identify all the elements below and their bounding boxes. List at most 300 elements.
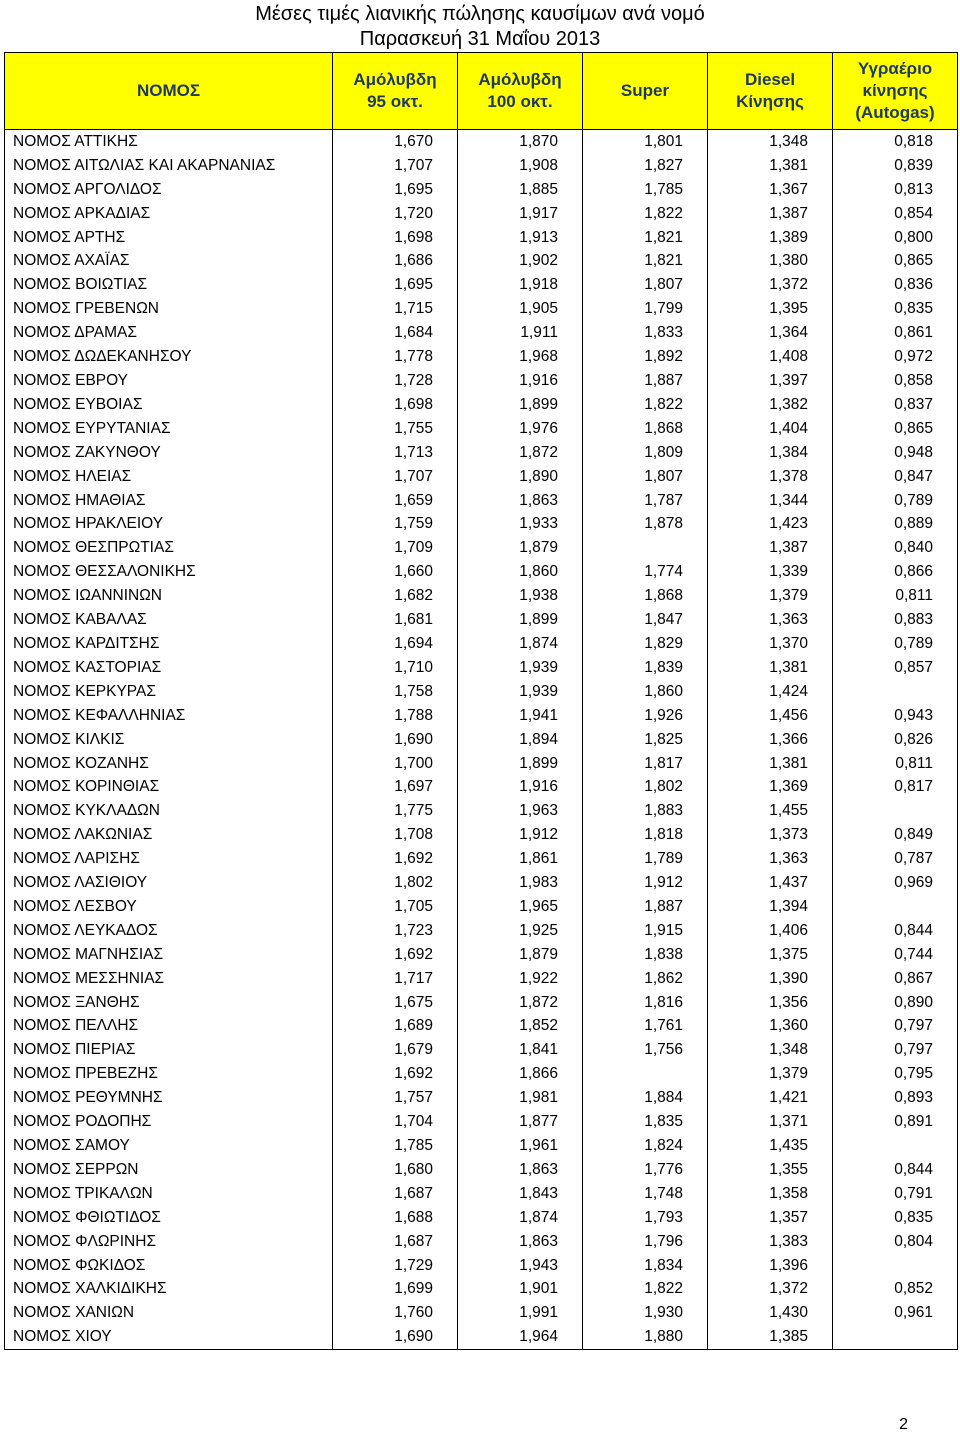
unleaded95-cell: 1,710 bbox=[333, 656, 458, 680]
diesel-cell: 1,355 bbox=[708, 1158, 833, 1182]
autogas-cell: 0,972 bbox=[833, 345, 958, 369]
diesel-cell: 1,396 bbox=[708, 1254, 833, 1278]
table-row bbox=[5, 823, 958, 847]
table-row bbox=[5, 1254, 958, 1278]
table-row bbox=[5, 1158, 958, 1182]
prefecture-cell: ΝΟΜΟΣ ΒΟΙΩΤΙΑΣ bbox=[5, 273, 333, 297]
diesel-cell: 1,363 bbox=[708, 847, 833, 871]
diesel-cell: 1,348 bbox=[708, 130, 833, 154]
diesel-cell: 1,378 bbox=[708, 465, 833, 489]
fuel-price-table bbox=[4, 52, 958, 1350]
unleaded100-cell: 1,976 bbox=[458, 417, 583, 441]
header-line: (Autogas) bbox=[855, 103, 935, 122]
diesel-cell: 1,394 bbox=[708, 895, 833, 919]
autogas-cell bbox=[833, 680, 958, 704]
unleaded100-cell: 1,964 bbox=[458, 1325, 583, 1349]
table-row bbox=[5, 178, 958, 202]
unleaded100-cell: 1,916 bbox=[458, 369, 583, 393]
diesel-cell: 1,397 bbox=[708, 369, 833, 393]
autogas-cell bbox=[833, 1134, 958, 1158]
diesel-cell: 1,424 bbox=[708, 680, 833, 704]
diesel-cell: 1,435 bbox=[708, 1134, 833, 1158]
prefecture-cell: ΝΟΜΟΣ ΠΙΕΡΙΑΣ bbox=[5, 1038, 333, 1062]
table-row bbox=[5, 513, 958, 537]
diesel-cell: 1,437 bbox=[708, 871, 833, 895]
unleaded100-cell: 1,912 bbox=[458, 823, 583, 847]
diesel-cell: 1,348 bbox=[708, 1038, 833, 1062]
header-unleaded-95 bbox=[333, 53, 458, 130]
table-row bbox=[5, 321, 958, 345]
super-cell: 1,887 bbox=[583, 895, 708, 919]
super-cell: 1,793 bbox=[583, 1206, 708, 1230]
table-row bbox=[5, 369, 958, 393]
table-row bbox=[5, 943, 958, 967]
diesel-cell: 1,375 bbox=[708, 943, 833, 967]
unleaded95-cell: 1,698 bbox=[333, 393, 458, 417]
super-cell: 1,860 bbox=[583, 680, 708, 704]
unleaded95-cell: 1,695 bbox=[333, 178, 458, 202]
unleaded95-cell: 1,659 bbox=[333, 489, 458, 513]
prefecture-cell: ΝΟΜΟΣ ΚΕΡΚΥΡΑΣ bbox=[5, 680, 333, 704]
super-cell: 1,774 bbox=[583, 560, 708, 584]
super-cell: 1,847 bbox=[583, 608, 708, 632]
unleaded100-cell: 1,874 bbox=[458, 632, 583, 656]
prefecture-cell: ΝΟΜΟΣ ΚΑΒΑΛΑΣ bbox=[5, 608, 333, 632]
table-row bbox=[5, 584, 958, 608]
autogas-cell bbox=[833, 895, 958, 919]
super-cell: 1,799 bbox=[583, 297, 708, 321]
prefecture-cell: ΝΟΜΟΣ ΗΜΑΘΙΑΣ bbox=[5, 489, 333, 513]
unleaded100-cell: 1,894 bbox=[458, 728, 583, 752]
unleaded100-cell: 1,943 bbox=[458, 1254, 583, 1278]
table-row bbox=[5, 1278, 958, 1302]
unleaded95-cell: 1,700 bbox=[333, 752, 458, 776]
table-body bbox=[5, 130, 958, 1350]
unleaded100-cell: 1,874 bbox=[458, 1206, 583, 1230]
header-line: 95 οκτ. bbox=[367, 92, 423, 111]
unleaded100-cell: 1,917 bbox=[458, 202, 583, 226]
unleaded95-cell: 1,707 bbox=[333, 154, 458, 178]
diesel-cell: 1,381 bbox=[708, 154, 833, 178]
super-cell: 1,776 bbox=[583, 1158, 708, 1182]
super-cell: 1,801 bbox=[583, 130, 708, 154]
table-row bbox=[5, 991, 958, 1015]
table-row bbox=[5, 273, 958, 297]
diesel-cell: 1,385 bbox=[708, 1325, 833, 1349]
unleaded95-cell: 1,778 bbox=[333, 345, 458, 369]
diesel-cell: 1,381 bbox=[708, 656, 833, 680]
table-row bbox=[5, 226, 958, 250]
diesel-cell: 1,390 bbox=[708, 967, 833, 991]
unleaded100-cell: 1,981 bbox=[458, 1086, 583, 1110]
autogas-cell: 0,813 bbox=[833, 178, 958, 202]
prefecture-cell: ΝΟΜΟΣ ΛΑΡΙΣΗΣ bbox=[5, 847, 333, 871]
prefecture-cell: ΝΟΜΟΣ ΑΙΤΩΛΙΑΣ ΚΑΙ ΑΚΑΡΝΑΝΙΑΣ bbox=[5, 154, 333, 178]
table-row bbox=[5, 775, 958, 799]
prefecture-cell: ΝΟΜΟΣ ΛΕΥΚΑΔΟΣ bbox=[5, 919, 333, 943]
page-subtitle: Παρασκευή 31 Μαΐου 2013 bbox=[359, 28, 601, 50]
unleaded95-cell: 1,704 bbox=[333, 1110, 458, 1134]
super-cell: 1,796 bbox=[583, 1230, 708, 1254]
unleaded100-cell: 1,885 bbox=[458, 178, 583, 202]
unleaded95-cell: 1,692 bbox=[333, 943, 458, 967]
autogas-cell: 0,847 bbox=[833, 465, 958, 489]
super-cell: 1,887 bbox=[583, 369, 708, 393]
super-cell: 1,892 bbox=[583, 345, 708, 369]
unleaded100-cell: 1,918 bbox=[458, 273, 583, 297]
header-line: Diesel bbox=[744, 70, 796, 89]
super-cell: 1,802 bbox=[583, 775, 708, 799]
autogas-cell bbox=[833, 799, 958, 823]
unleaded95-cell: 1,729 bbox=[333, 1254, 458, 1278]
super-cell: 1,926 bbox=[583, 704, 708, 728]
super-cell: 1,816 bbox=[583, 991, 708, 1015]
diesel-cell: 1,383 bbox=[708, 1230, 833, 1254]
autogas-cell: 0,866 bbox=[833, 560, 958, 584]
unleaded100-cell: 1,860 bbox=[458, 560, 583, 584]
autogas-cell: 0,817 bbox=[833, 775, 958, 799]
page-number: 2 bbox=[899, 1416, 908, 1433]
prefecture-cell: ΝΟΜΟΣ ΑΤΤΙΚΗΣ bbox=[5, 130, 333, 154]
autogas-cell: 0,961 bbox=[833, 1301, 958, 1325]
autogas-cell: 0,836 bbox=[833, 273, 958, 297]
diesel-cell: 1,395 bbox=[708, 297, 833, 321]
prefecture-cell: ΝΟΜΟΣ ΗΡΑΚΛΕΙΟΥ bbox=[5, 513, 333, 537]
autogas-cell: 0,858 bbox=[833, 369, 958, 393]
super-cell: 1,829 bbox=[583, 632, 708, 656]
unleaded100-cell: 1,961 bbox=[458, 1134, 583, 1158]
autogas-cell: 0,795 bbox=[833, 1062, 958, 1086]
unleaded100-cell: 1,965 bbox=[458, 895, 583, 919]
prefecture-cell: ΝΟΜΟΣ ΣΕΡΡΩΝ bbox=[5, 1158, 333, 1182]
unleaded100-cell: 1,941 bbox=[458, 704, 583, 728]
unleaded100-cell: 1,963 bbox=[458, 799, 583, 823]
unleaded95-cell: 1,757 bbox=[333, 1086, 458, 1110]
unleaded100-cell: 1,877 bbox=[458, 1110, 583, 1134]
prefecture-cell: ΝΟΜΟΣ ΔΡΑΜΑΣ bbox=[5, 321, 333, 345]
autogas-cell: 0,852 bbox=[833, 1278, 958, 1302]
unleaded100-cell: 1,922 bbox=[458, 967, 583, 991]
super-cell: 1,884 bbox=[583, 1086, 708, 1110]
super-cell: 1,912 bbox=[583, 871, 708, 895]
prefecture-cell: ΝΟΜΟΣ ΓΡΕΒΕΝΩΝ bbox=[5, 297, 333, 321]
unleaded100-cell: 1,913 bbox=[458, 226, 583, 250]
unleaded95-cell: 1,728 bbox=[333, 369, 458, 393]
unleaded100-cell: 1,983 bbox=[458, 871, 583, 895]
autogas-cell: 0,840 bbox=[833, 536, 958, 560]
unleaded95-cell: 1,686 bbox=[333, 250, 458, 274]
unleaded100-cell: 1,863 bbox=[458, 1230, 583, 1254]
unleaded100-cell: 1,905 bbox=[458, 297, 583, 321]
header-line: Super bbox=[620, 81, 670, 100]
table-row bbox=[5, 1134, 958, 1158]
unleaded95-cell: 1,692 bbox=[333, 1062, 458, 1086]
super-cell: 1,822 bbox=[583, 393, 708, 417]
diesel-cell: 1,366 bbox=[708, 728, 833, 752]
prefecture-cell: ΝΟΜΟΣ ΙΩΑΝΝΙΝΩΝ bbox=[5, 584, 333, 608]
super-cell: 1,834 bbox=[583, 1254, 708, 1278]
unleaded95-cell: 1,758 bbox=[333, 680, 458, 704]
unleaded95-cell: 1,688 bbox=[333, 1206, 458, 1230]
unleaded95-cell: 1,713 bbox=[333, 441, 458, 465]
unleaded100-cell: 1,872 bbox=[458, 991, 583, 1015]
diesel-cell: 1,423 bbox=[708, 513, 833, 537]
unleaded100-cell: 1,938 bbox=[458, 584, 583, 608]
table-row bbox=[5, 441, 958, 465]
diesel-cell: 1,382 bbox=[708, 393, 833, 417]
unleaded95-cell: 1,755 bbox=[333, 417, 458, 441]
header-line: κίνησης bbox=[862, 81, 928, 100]
autogas-cell: 0,943 bbox=[833, 704, 958, 728]
table-row bbox=[5, 680, 958, 704]
unleaded95-cell: 1,687 bbox=[333, 1230, 458, 1254]
super-cell: 1,827 bbox=[583, 154, 708, 178]
unleaded100-cell: 1,991 bbox=[458, 1301, 583, 1325]
diesel-cell: 1,406 bbox=[708, 919, 833, 943]
super-cell: 1,822 bbox=[583, 1278, 708, 1302]
table-row bbox=[5, 1325, 958, 1349]
unleaded100-cell: 1,939 bbox=[458, 656, 583, 680]
autogas-cell: 0,865 bbox=[833, 417, 958, 441]
unleaded100-cell: 1,872 bbox=[458, 441, 583, 465]
unleaded95-cell: 1,675 bbox=[333, 991, 458, 1015]
prefecture-cell: ΝΟΜΟΣ ΛΑΣΙΘΙΟΥ bbox=[5, 871, 333, 895]
super-cell: 1,789 bbox=[583, 847, 708, 871]
autogas-cell: 0,787 bbox=[833, 847, 958, 871]
prefecture-cell: ΝΟΜΟΣ ΚΕΦΑΛΛΗΝΙΑΣ bbox=[5, 704, 333, 728]
autogas-cell: 0,891 bbox=[833, 1110, 958, 1134]
super-cell: 1,756 bbox=[583, 1038, 708, 1062]
table-row bbox=[5, 608, 958, 632]
prefecture-cell: ΝΟΜΟΣ ΧΙΟΥ bbox=[5, 1325, 333, 1349]
diesel-cell: 1,358 bbox=[708, 1182, 833, 1206]
super-cell: 1,839 bbox=[583, 656, 708, 680]
autogas-cell: 0,797 bbox=[833, 1038, 958, 1062]
prefecture-cell: ΝΟΜΟΣ ΘΕΣΣΑΛΟΝΙΚΗΣ bbox=[5, 560, 333, 584]
super-cell: 1,930 bbox=[583, 1301, 708, 1325]
diesel-cell: 1,373 bbox=[708, 823, 833, 847]
prefecture-cell: ΝΟΜΟΣ ΚΟΡΙΝΘΙΑΣ bbox=[5, 775, 333, 799]
prefecture-cell: ΝΟΜΟΣ ΑΡΓΟΛΙΔΟΣ bbox=[5, 178, 333, 202]
autogas-cell bbox=[833, 1325, 958, 1349]
unleaded95-cell: 1,708 bbox=[333, 823, 458, 847]
table-row bbox=[5, 297, 958, 321]
unleaded95-cell: 1,670 bbox=[333, 130, 458, 154]
super-cell: 1,748 bbox=[583, 1182, 708, 1206]
unleaded95-cell: 1,707 bbox=[333, 465, 458, 489]
prefecture-cell: ΝΟΜΟΣ ΑΡΤΗΣ bbox=[5, 226, 333, 250]
table-row bbox=[5, 489, 958, 513]
unleaded100-cell: 1,939 bbox=[458, 680, 583, 704]
super-cell: 1,883 bbox=[583, 799, 708, 823]
table-header bbox=[5, 53, 958, 130]
autogas-cell: 0,849 bbox=[833, 823, 958, 847]
super-cell: 1,807 bbox=[583, 273, 708, 297]
table-row bbox=[5, 250, 958, 274]
unleaded100-cell: 1,899 bbox=[458, 752, 583, 776]
prefecture-cell: ΝΟΜΟΣ ΡΟΔΟΠΗΣ bbox=[5, 1110, 333, 1134]
diesel-cell: 1,369 bbox=[708, 775, 833, 799]
prefecture-cell: ΝΟΜΟΣ ΛΑΚΩΝΙΑΣ bbox=[5, 823, 333, 847]
table-row bbox=[5, 1086, 958, 1110]
table-row bbox=[5, 1182, 958, 1206]
unleaded100-cell: 1,925 bbox=[458, 919, 583, 943]
table-row bbox=[5, 154, 958, 178]
autogas-cell: 0,835 bbox=[833, 297, 958, 321]
diesel-cell: 1,421 bbox=[708, 1086, 833, 1110]
table-row bbox=[5, 728, 958, 752]
header-super bbox=[583, 53, 708, 130]
prefecture-cell: ΝΟΜΟΣ ΕΥΒΟΙΑΣ bbox=[5, 393, 333, 417]
prefecture-cell: ΝΟΜΟΣ ΧΑΝΙΩΝ bbox=[5, 1301, 333, 1325]
diesel-cell: 1,380 bbox=[708, 250, 833, 274]
unleaded95-cell: 1,692 bbox=[333, 847, 458, 871]
autogas-cell: 0,948 bbox=[833, 441, 958, 465]
diesel-cell: 1,363 bbox=[708, 608, 833, 632]
unleaded95-cell: 1,679 bbox=[333, 1038, 458, 1062]
super-cell: 1,915 bbox=[583, 919, 708, 943]
unleaded95-cell: 1,689 bbox=[333, 1015, 458, 1039]
unleaded95-cell: 1,775 bbox=[333, 799, 458, 823]
super-cell: 1,862 bbox=[583, 967, 708, 991]
diesel-cell: 1,389 bbox=[708, 226, 833, 250]
super-cell: 1,833 bbox=[583, 321, 708, 345]
autogas-cell: 0,835 bbox=[833, 1206, 958, 1230]
autogas-cell: 0,890 bbox=[833, 991, 958, 1015]
super-cell: 1,821 bbox=[583, 250, 708, 274]
prefecture-cell: ΝΟΜΟΣ ΦΩΚΙΔΟΣ bbox=[5, 1254, 333, 1278]
unleaded95-cell: 1,705 bbox=[333, 895, 458, 919]
autogas-cell: 0,744 bbox=[833, 943, 958, 967]
super-cell: 1,821 bbox=[583, 226, 708, 250]
diesel-cell: 1,387 bbox=[708, 202, 833, 226]
unleaded100-cell: 1,968 bbox=[458, 345, 583, 369]
autogas-cell: 0,889 bbox=[833, 513, 958, 537]
table-row bbox=[5, 417, 958, 441]
prefecture-cell: ΝΟΜΟΣ ΤΡΙΚΑΛΩΝ bbox=[5, 1182, 333, 1206]
table-row bbox=[5, 1062, 958, 1086]
autogas-cell: 0,800 bbox=[833, 226, 958, 250]
diesel-cell: 1,344 bbox=[708, 489, 833, 513]
super-cell: 1,825 bbox=[583, 728, 708, 752]
super-cell: 1,878 bbox=[583, 513, 708, 537]
unleaded95-cell: 1,687 bbox=[333, 1182, 458, 1206]
unleaded95-cell: 1,680 bbox=[333, 1158, 458, 1182]
diesel-cell: 1,384 bbox=[708, 441, 833, 465]
table-row bbox=[5, 632, 958, 656]
unleaded100-cell: 1,861 bbox=[458, 847, 583, 871]
diesel-cell: 1,356 bbox=[708, 991, 833, 1015]
header-line: 100 οκτ. bbox=[487, 92, 553, 111]
prefecture-cell: ΝΟΜΟΣ ΠΕΛΛΗΣ bbox=[5, 1015, 333, 1039]
diesel-cell: 1,364 bbox=[708, 321, 833, 345]
diesel-cell: 1,372 bbox=[708, 273, 833, 297]
autogas-cell: 0,789 bbox=[833, 489, 958, 513]
super-cell: 1,809 bbox=[583, 441, 708, 465]
table-row bbox=[5, 847, 958, 871]
unleaded100-cell: 1,908 bbox=[458, 154, 583, 178]
autogas-cell: 0,789 bbox=[833, 632, 958, 656]
table-row bbox=[5, 345, 958, 369]
unleaded95-cell: 1,690 bbox=[333, 1325, 458, 1349]
table-row bbox=[5, 656, 958, 680]
header-row bbox=[5, 53, 958, 130]
autogas-cell: 0,811 bbox=[833, 752, 958, 776]
autogas-cell: 0,844 bbox=[833, 919, 958, 943]
diesel-cell: 1,360 bbox=[708, 1015, 833, 1039]
unleaded100-cell: 1,863 bbox=[458, 1158, 583, 1182]
prefecture-cell: ΝΟΜΟΣ ΛΕΣΒΟΥ bbox=[5, 895, 333, 919]
page-title: Μέσες τιμές λιανικής πώλησης καυσίμων ανά νομό bbox=[255, 3, 705, 25]
prefecture-cell: ΝΟΜΟΣ ΣΑΜΟΥ bbox=[5, 1134, 333, 1158]
autogas-cell: 0,857 bbox=[833, 656, 958, 680]
autogas-cell: 0,811 bbox=[833, 584, 958, 608]
diesel-cell: 1,404 bbox=[708, 417, 833, 441]
unleaded95-cell: 1,785 bbox=[333, 1134, 458, 1158]
diesel-cell: 1,370 bbox=[708, 632, 833, 656]
super-cell: 1,822 bbox=[583, 202, 708, 226]
header-line: Αμόλυβδη bbox=[478, 70, 562, 89]
super-cell: 1,818 bbox=[583, 823, 708, 847]
unleaded95-cell: 1,759 bbox=[333, 513, 458, 537]
header-line: Κίνησης bbox=[736, 92, 804, 111]
super-cell: 1,785 bbox=[583, 178, 708, 202]
super-cell: 1,787 bbox=[583, 489, 708, 513]
unleaded100-cell: 1,879 bbox=[458, 943, 583, 967]
super-cell: 1,824 bbox=[583, 1134, 708, 1158]
autogas-cell: 0,893 bbox=[833, 1086, 958, 1110]
unleaded95-cell: 1,681 bbox=[333, 608, 458, 632]
header-line: Αμόλυβδη bbox=[353, 70, 437, 89]
header-diesel bbox=[708, 53, 833, 130]
unleaded95-cell: 1,695 bbox=[333, 273, 458, 297]
prefecture-cell: ΝΟΜΟΣ ΑΡΚΑΔΙΑΣ bbox=[5, 202, 333, 226]
table-row bbox=[5, 1301, 958, 1325]
super-cell: 1,807 bbox=[583, 465, 708, 489]
autogas-cell: 0,969 bbox=[833, 871, 958, 895]
table-row bbox=[5, 799, 958, 823]
unleaded100-cell: 1,916 bbox=[458, 775, 583, 799]
diesel-cell: 1,357 bbox=[708, 1206, 833, 1230]
prefecture-cell: ΝΟΜΟΣ ΚΙΛΚΙΣ bbox=[5, 728, 333, 752]
autogas-cell: 0,804 bbox=[833, 1230, 958, 1254]
table-row bbox=[5, 393, 958, 417]
unleaded95-cell: 1,684 bbox=[333, 321, 458, 345]
prefecture-cell: ΝΟΜΟΣ ΚΑΣΤΟΡΙΑΣ bbox=[5, 656, 333, 680]
unleaded100-cell: 1,901 bbox=[458, 1278, 583, 1302]
prefecture-cell: ΝΟΜΟΣ ΜΕΣΣΗΝΙΑΣ bbox=[5, 967, 333, 991]
super-cell: 1,868 bbox=[583, 417, 708, 441]
autogas-cell: 0,861 bbox=[833, 321, 958, 345]
super-cell: 1,835 bbox=[583, 1110, 708, 1134]
autogas-cell: 0,844 bbox=[833, 1158, 958, 1182]
header-line: ΝΟΜΟΣ bbox=[136, 81, 201, 100]
unleaded100-cell: 1,902 bbox=[458, 250, 583, 274]
unleaded95-cell: 1,709 bbox=[333, 536, 458, 560]
unleaded100-cell: 1,841 bbox=[458, 1038, 583, 1062]
unleaded95-cell: 1,788 bbox=[333, 704, 458, 728]
unleaded95-cell: 1,802 bbox=[333, 871, 458, 895]
diesel-cell: 1,379 bbox=[708, 1062, 833, 1086]
prefecture-cell: ΝΟΜΟΣ ΚΑΡΔΙΤΣΗΣ bbox=[5, 632, 333, 656]
header-autogas bbox=[833, 53, 958, 130]
table-row bbox=[5, 752, 958, 776]
autogas-cell: 0,826 bbox=[833, 728, 958, 752]
table-row bbox=[5, 202, 958, 226]
unleaded100-cell: 1,866 bbox=[458, 1062, 583, 1086]
diesel-cell: 1,339 bbox=[708, 560, 833, 584]
unleaded95-cell: 1,698 bbox=[333, 226, 458, 250]
